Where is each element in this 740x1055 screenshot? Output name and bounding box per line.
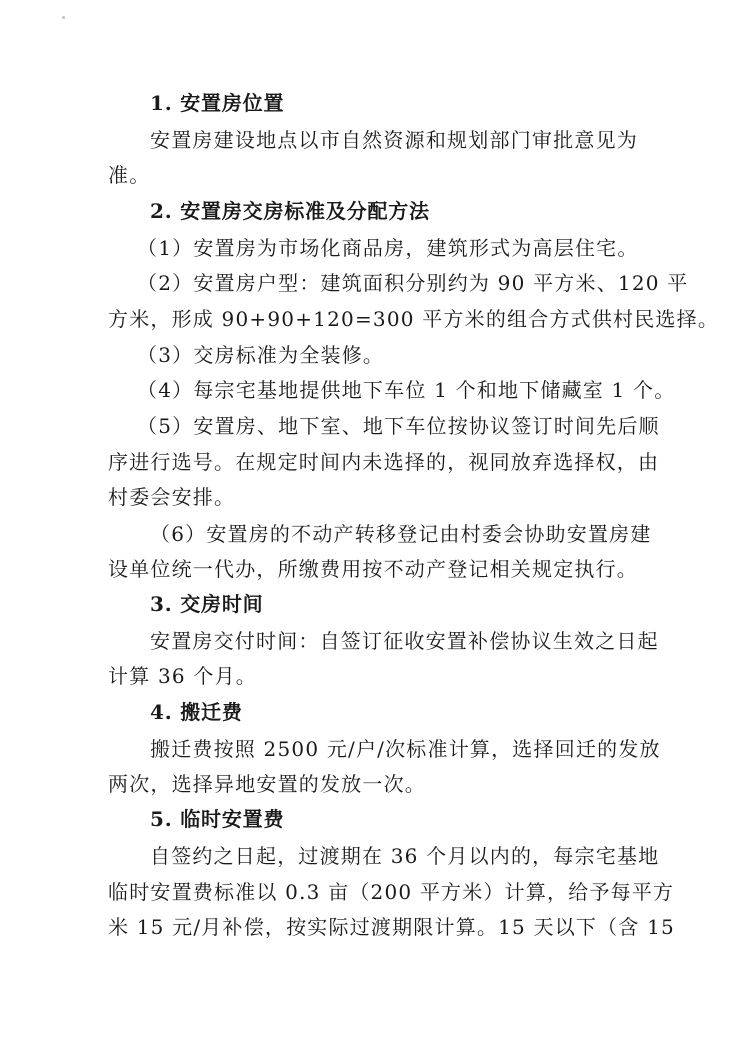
paragraph-line: （6）安置房的不动产转移登记由村委会协助安置房建	[150, 522, 652, 546]
paragraph-line: 村委会安排。	[108, 485, 236, 509]
paragraph-line: （4）每宗宅基地提供地下车位 1 个和地下储藏室 1 个。	[137, 378, 676, 402]
paragraph-line: 序进行选号。在规定时间内未选择的，视同放弃选择权，由	[108, 450, 660, 474]
scan-speck	[62, 16, 65, 19]
paragraph-line: 自签约之日起，过渡期在 36 个月以内的，每宗宅基地	[150, 844, 660, 868]
section-heading: 1. 安置房位置	[150, 91, 285, 115]
paragraph-line: 两次，选择异地安置的发放一次。	[108, 772, 426, 796]
paragraph-line: 计算 36 个月。	[108, 664, 257, 688]
paragraph-line: 安置房交付时间：自签订征收安置补偿协议生效之日起	[150, 629, 659, 653]
paragraph-line: （1）安置房为市场化商品房，建筑形式为高层住宅。	[137, 236, 639, 260]
paragraph-line: 安置房建设地点以市自然资源和规划部门审批意见为	[150, 128, 638, 152]
paragraph-line: （5）安置房、地下室、地下车位按协议签订时间先后顺	[137, 414, 660, 438]
paragraph-line: 准。	[108, 163, 151, 187]
section-heading: 2. 安置房交房标准及分配方法	[150, 199, 430, 223]
paragraph-line: 设单位统一代办，所缴费用按不动产登记相关规定执行。	[108, 557, 638, 581]
paragraph-line: 米 15 元/月补偿，按实际过渡期限计算。15 天以下（含 15	[108, 915, 675, 939]
section-heading: 5. 临时安置费	[150, 807, 285, 831]
paragraph-line: （2）安置房户型：建筑面积分别约为 90 平方米、120 平	[137, 271, 689, 295]
paragraph-line: 搬迁费按照 2500 元/户/次标准计算，选择回迁的发放	[150, 737, 661, 761]
paragraph-line: （3）交房标准为全装修。	[137, 343, 385, 367]
paragraph-line: 方米，形成 90+90+120=300 平方米的组合方式供村民选择。	[108, 307, 720, 331]
section-heading: 4. 搬迁费	[150, 700, 243, 724]
section-heading: 3. 交房时间	[150, 592, 264, 616]
paragraph-line: 临时安置费标准以 0.3 亩（200 平方米）计算，给予每平方	[108, 880, 675, 904]
